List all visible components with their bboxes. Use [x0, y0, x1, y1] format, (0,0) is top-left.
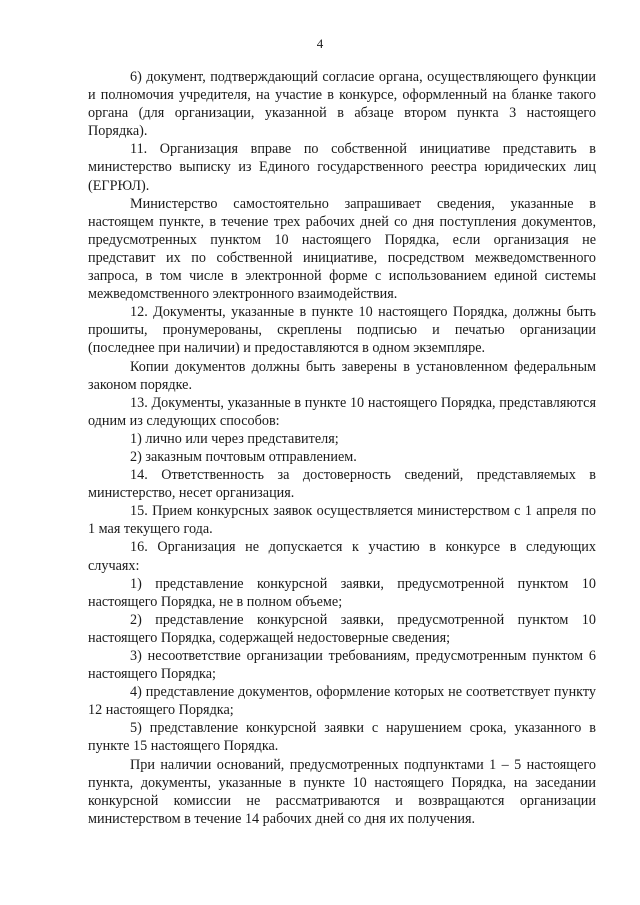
paragraph-16-case-3: 3) несоответствие организации требованиям, предусмотренным пунктом 6 настоящего Порядка;: [88, 648, 596, 683]
paragraph-11: 11. Организация вправе по собственной инициативе представить в министерство выписку из Единого государственного реестра юридических лиц (ЕГРЮЛ).: [88, 141, 596, 194]
paragraph-16-case-5: 5) представление конкурсной заявки с нарушением срока, указанного в пункте 15 настоящего Порядка.: [88, 720, 596, 755]
paragraph-15: 15. Прием конкурсных заявок осуществляется министерством с 1 апреля по 1 мая текущего года.: [88, 503, 596, 538]
paragraph-12: 12. Документы, указанные в пункте 10 настоящего Порядка, должны быть прошиты, пронумерованы, скреплены подписью и печатью организации (последнее при наличии) и предоставляются в одном экземпляре.: [88, 304, 596, 357]
page-number: 4: [316, 36, 324, 51]
paragraph-13-method-2: 2) заказным почтовым отправлением.: [130, 448, 357, 465]
document-body: [88, 68, 596, 828]
paragraph-13-method-1: 1) лично или через представителя;: [130, 430, 339, 447]
paragraph-16: 16. Организация не допускается к участию в конкурсе в следующих случаях:: [88, 539, 596, 574]
paragraph-11-ministry-request: Министерство самостоятельно запрашивает сведения, указанные в настоящем пункте, в течение трех рабочих дней со дня поступления документов, предусмотренных пунктом 10 настоящего Порядка, если организация не представит их по собственной инициативе, посредством межведомственного запроса, в том числе в электронной форме с использованием единой системы межведомственного электронного взаимодействия.: [88, 195, 596, 303]
paragraph-16-case-1: 1) представление конкурсной заявки, предусмотренной пунктом 10 настоящего Порядка, не в полном объеме;: [88, 575, 596, 610]
paragraph-item-6-document: 6) документ, подтверждающий согласие органа, осуществляющего функции и полномочия учредителя, на участие в конкурсе, оформленный на бланке такого органа (для организации, указанной в абзаце втором пункта 3 настоящего Порядка).: [88, 69, 596, 140]
paragraph-14: 14. Ответственность за достоверность сведений, представляемых в министерство, несет организация.: [88, 467, 596, 502]
paragraph-16-grounds-return: При наличии оснований, предусмотренных подпунктами 1 – 5 настоящего пункта, документы, указанные в пункте 10 настоящего Порядка, на заседании конкурсной комиссии не рассматриваются и возвращаются организации министерством в течение 14 рабочих дней со дня их получения.: [88, 756, 596, 827]
paragraph-12-copies: Копии документов должны быть заверены в установленном федеральным законом порядке.: [88, 358, 596, 393]
paragraph-16-case-2: 2) представление конкурсной заявки, предусмотренной пунктом 10 настоящего Порядка, содержащей недостоверные сведения;: [88, 611, 596, 646]
paragraph-13: 13. Документы, указанные в пункте 10 настоящего Порядка, представляются одним из следующих способов:: [88, 394, 596, 429]
paragraph-16-case-4: 4) представление документов, оформление которых не соответствует пункту 12 настоящего Порядка;: [88, 684, 596, 719]
